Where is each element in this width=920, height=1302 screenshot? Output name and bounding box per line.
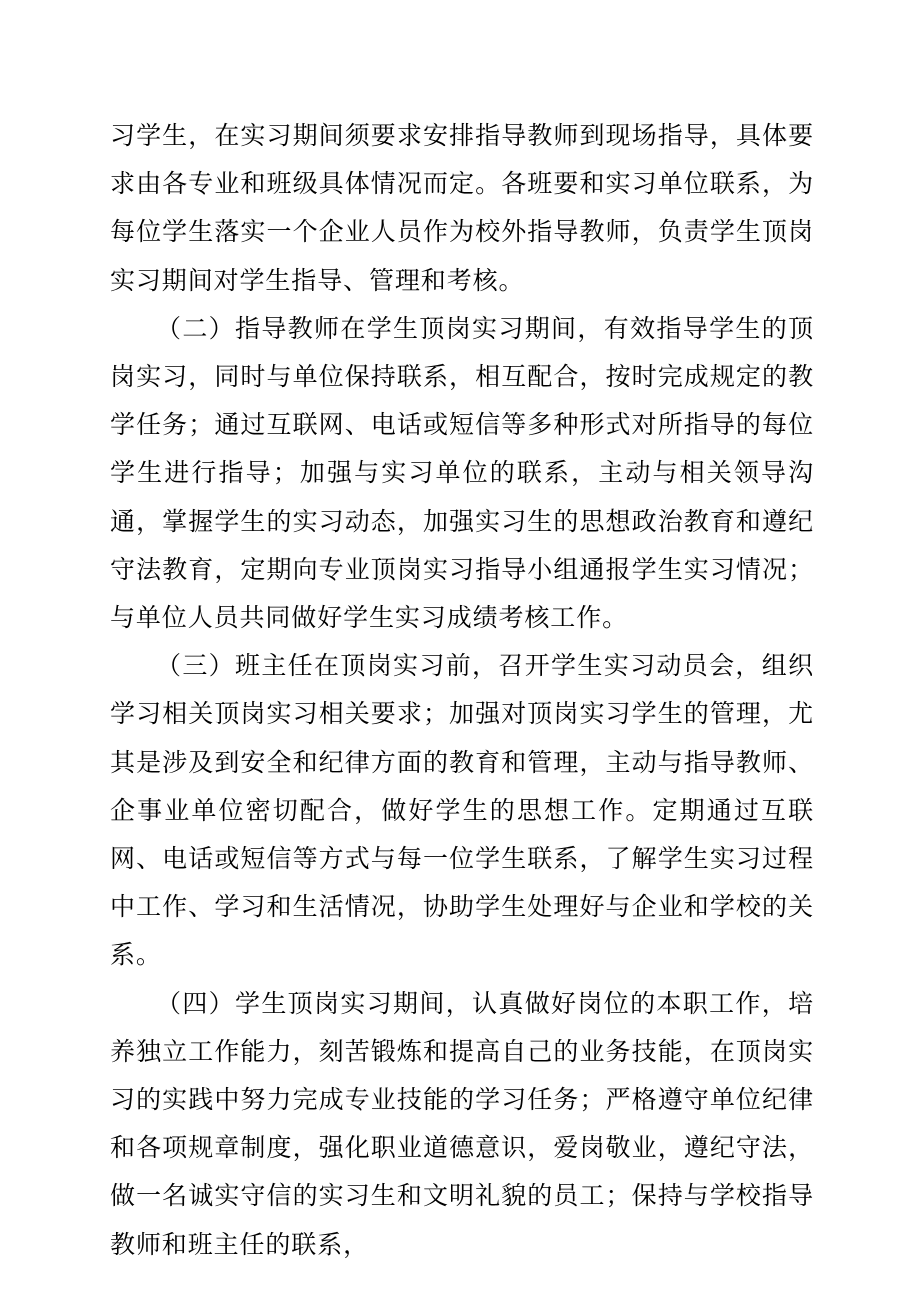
paragraph-section-3: （三）班主任在顶岗实习前，召开学生实习动员会，组织学习相关顶岗实习相关要求；加强对顶岗实习学生的管理，尤其是涉及到安全和纪律方面的教育和管理，主动与指导教师、企事业单位密切配合，做好学生的思想工作。定期通过互联网、电话或短信等方式与每一位学生联系，了解学生实习过程中工作、学习和生活情况，协助学生处理好与企业和学校的关系。 (110, 651, 814, 970)
paragraph-section-2: （二）指导教师在学生顶岗实习期间，有效指导学生的顶岗实习，同时与单位保持联系，相互配合，按时完成规定的教学任务；通过互联网、电话或短信等多种形式对所指导的每位学生进行指导；加强与实习单位的联系，主动与相关领导沟通，掌握学生的实习动态，加强实习生的思想政治教育和遵纪守法教育，定期向专业顶岗实习指导小组通报学生实习情况；与单位人员共同做好学生实习成绩考核工作。 (110, 313, 814, 633)
document-body (110, 112, 814, 1269)
paragraph-continuation: 习学生，在实习期间须要求安排指导教师到现场指导，具体要求由各专业和班级具体情况而定。各班要和实习单位联系，为每位学生落实一个企业人员作为校外指导教师，负责学生顶岗实习期间对学生指导、管理和考核。 (110, 121, 814, 295)
paragraph-section-4: （四）学生顶岗实习期间，认真做好岗位的本职工作，培养独立工作能力，刻苦锻炼和提高自己的业务技能，在顶岗实习的实践中努力完成专业技能的学习任务；严格遵守单位纪律和各项规章制度，强化职业道德意识，爱岗敬业，遵纪守法，做一名诚实守信的实习生和文明礼貌的员工；保持与学校指导教师和班主任的联系， (110, 988, 814, 1259)
